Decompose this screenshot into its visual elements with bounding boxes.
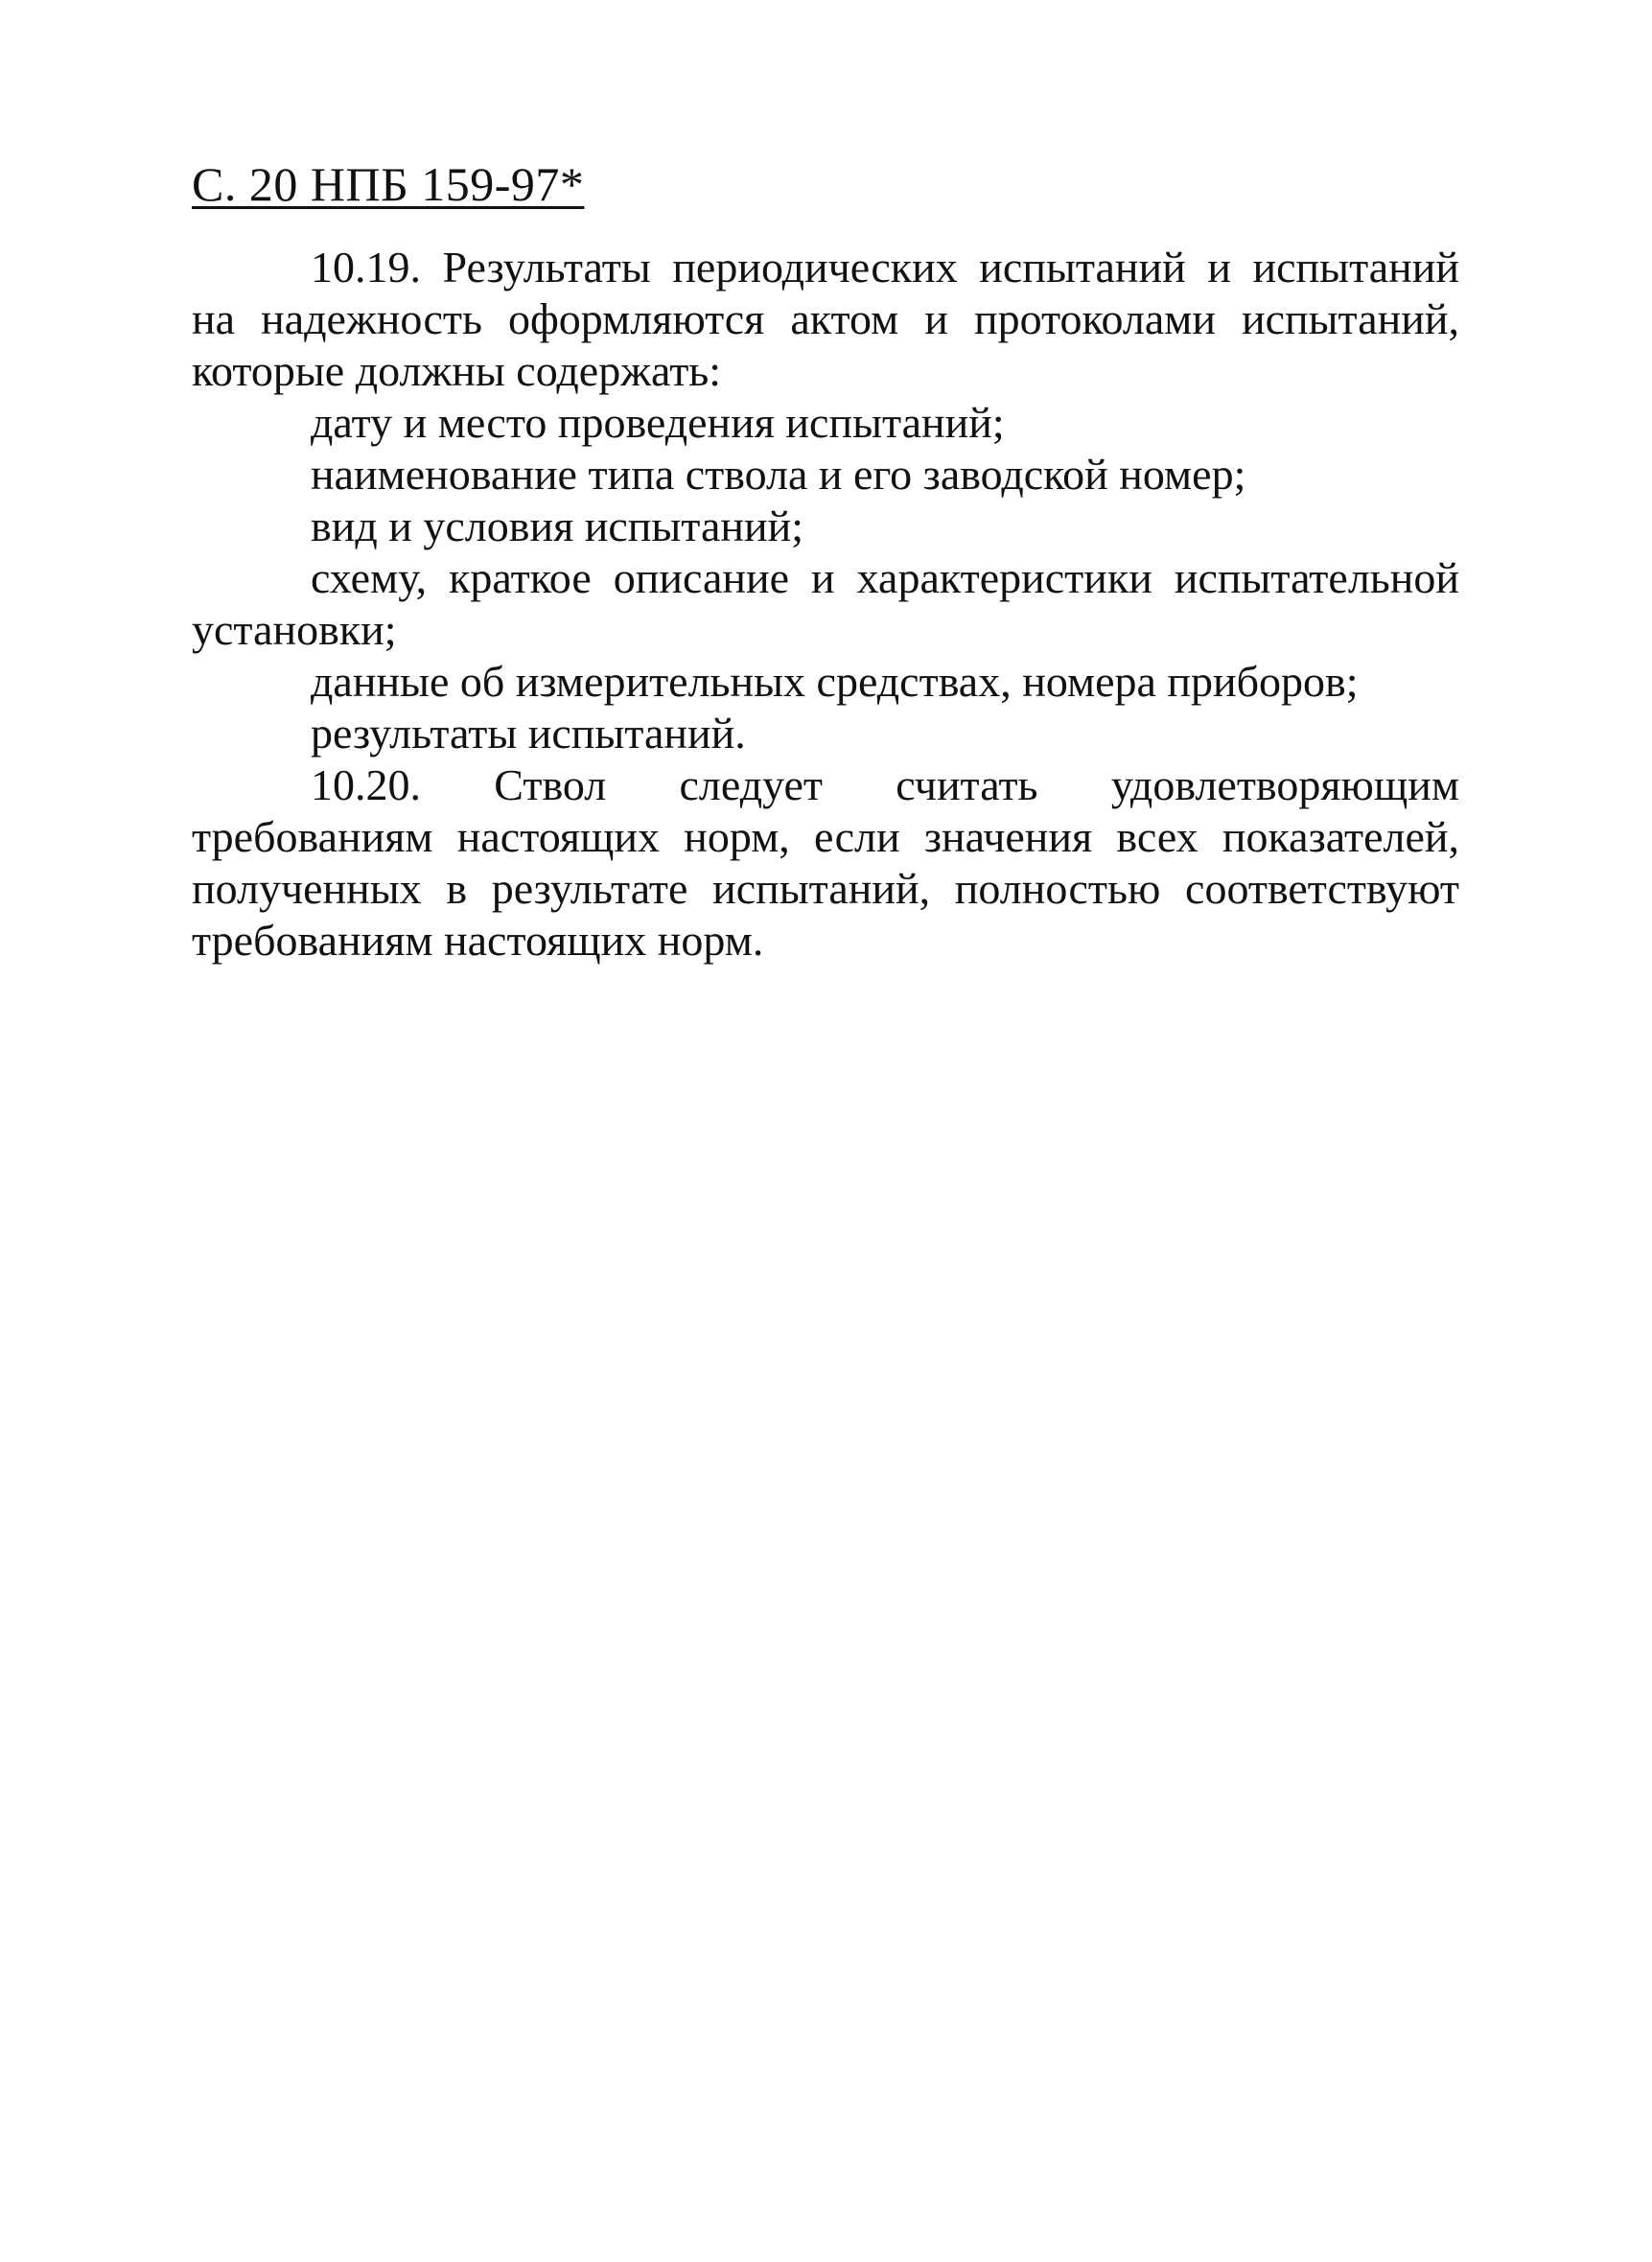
page-header: С. 20 НПБ 159-97* — [192, 157, 585, 211]
list-item: вид и условия испытаний; — [311, 501, 803, 550]
paragraph-10-19-intro: 10.19. Результаты периодических испытаний и испытаний на надежность оформляются актом и протоколами испытаний, которые должны содержать: — [192, 243, 1459, 395]
paragraph-10-20: 10.20. Ствол следует считать удовлетворяющим требованиям настоящих норм, если значения всех показателей, полученных в результате испытаний, полностью соответствуют требованиям настоящих норм. — [192, 760, 1459, 965]
list-item: данные об измерительных средствах, номера приборов; — [311, 657, 1359, 706]
document-body — [192, 242, 1459, 967]
list-item: результаты испытаний. — [311, 709, 746, 758]
list-item: наименование типа ствола и его заводской номер; — [311, 450, 1246, 499]
list-item: дату и место проведения испытаний; — [311, 398, 1005, 447]
list-item: схему, краткое описание и характеристики испытательной установки; — [192, 553, 1459, 654]
